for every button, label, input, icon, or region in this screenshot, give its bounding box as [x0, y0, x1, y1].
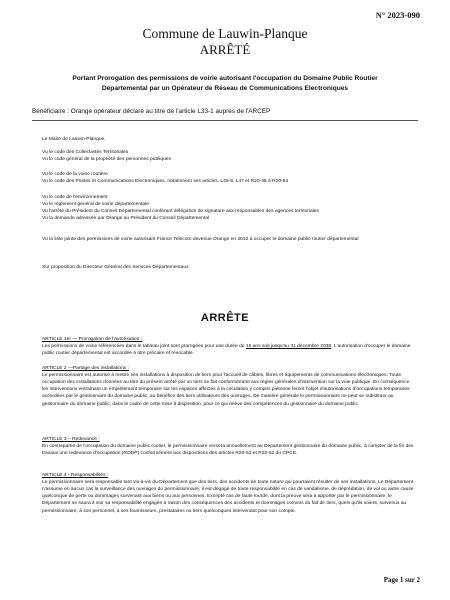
article-text: En contrepartie de l'occupation du domaine public routier, le permissionnaire versera annuellement au Département gestionnaire du domaine public, à compter de la fin des travaux une redevance d'occupation (RODP) conformément aux dispositions des articles R20-51 et R20-52 du CPCE. [42, 444, 414, 457]
article-title: ARTICLE 1er — Prorogation de l'autorisation : [42, 337, 143, 342]
article-text-part: . L'autorisation d'occuper le domaine public routier départemental est accordée à titre précaire et révocable. [42, 344, 411, 357]
page-number: Page 1 sur 2 [383, 576, 420, 584]
subject-heading [40, 74, 410, 94]
article-title: ARTICLE 2 —Partage des installations : [42, 366, 129, 371]
article-text [42, 343, 414, 357]
article-text: Le permissionnaire est autorisé à mettre ses installations à disposition de tiers pour l'accueil de câbles, fibres et équipements de communications électroniques. Toute occupation des installations données au titre du présent arrêté par un tiers se fait conformément aux règles générales d'intervention sur la voie publique. En conséquence les interventions entraînant un empiètement temporaire sur les espaces affectés à la circulation y compris piétonne feront l'objet d'autorisations d'occupations temporaires accordées par le gestionnaire du domaine public, au bénéfice des tiers utilisateurs des ouvrages. De manière générale le permissionnaire ne peut se substituer au gestionnaire du domaine public, dans le cadre de cette mise à disposition, pour ce qui relève des compétences du gestionnaire du domaine public. [42, 373, 410, 407]
vu-line: Vu la demande adressée par Orange au Président du Conseil Départemental [42, 216, 210, 222]
arrete-heading: ARRÊTE [200, 312, 250, 324]
vu-group-1 [42, 149, 414, 163]
proposition [42, 264, 414, 271]
vu-group-2 [42, 171, 414, 185]
article-deadline: 15 ans soit jusqu'au 31 décembre 2038 [245, 344, 332, 350]
vu-line: Vu le code de l'environnement [42, 195, 108, 200]
article-text: Le permissionnaire sera responsable tant vis-à-vis du Département que des tiers, des accidents de toute nature qui pourraient résulter de ses installations. Le Département n'assume en aucun cas la surveillance des ouvrages du permissionnaire, il est dégagé de toute responsabilité en cas de vandalisme, de déprédation, de vol ou autre cause quelconque de perte ou dommages survenant aux biens ou aux personnes. Excepté cas de faute lourde, dont la preuve sera à apporter par le permissionnaire, le Département ne saura it voir sa responsabilité engagée à raison des conséquences des accidents et dommages commis du fait de tiers, quels qu'ils soient, survenus au permissionnaire, à son personnel, à ses fournisseurs, prestataires ou tiers quelconques intervenant pour son compte. [42, 480, 414, 514]
article-title: ARTICLE 4 - Responsabilités : [42, 473, 109, 478]
vu-liste [42, 236, 414, 243]
vu-line: Vu le code des Collectivités Territoriales [42, 150, 129, 155]
subject-line-2: Départemental par un Opérateur de Réseau de Communications Electroniques [101, 84, 349, 92]
vu-line: Vu le règlement général de voirie départementale [42, 202, 149, 208]
proposition-text: Sur proposition du Directeur Général des Services Départementaux [42, 265, 189, 270]
vu-line: Vu le code de la voirie routière [42, 172, 108, 177]
vu-line: Vu le code des Postes et Communications Electroniques, notamment ses articles, L45-9, L47 et R20-45 à R20-54 [42, 179, 289, 185]
beneficiary-line: Bénéficiaire : Orange opérateur déclaré au titre de l'article L33-1 auprès de l'ARCEP [32, 108, 271, 115]
document-type-title: ARRÊTÉ [199, 42, 251, 57]
article-1 [42, 336, 414, 357]
subject-line-1: Portant Prorogation des permissions de voirie autorisant l'occupation du Domaine Public Routier [72, 75, 378, 82]
commune-title: Commune de Lauwin-Planque [142, 26, 308, 41]
vu-line: Vu le code général de la propriété des personnes publiques [42, 157, 171, 163]
vu-line: Vu l'arrêté du Président du Conseil Départemental conférant délégation de signature aux responsables des agences territoriales [42, 209, 319, 215]
vu-group-3 [42, 194, 414, 222]
vu-liste-text: Vu la liste jointe des permissions de voirie autorisant France Telecom devenue Orange en 2012 à occuper le domaine public routier départemental [42, 237, 359, 242]
separator-line [32, 120, 418, 121]
maire-line: Le Maire de Lauwin-Planque, [42, 137, 106, 142]
preamble-maire [42, 136, 414, 143]
reference-number: N° 2023-090 [375, 10, 420, 20]
article-title: ARTICLE 3 – Redevance : [42, 437, 100, 442]
article-3 [42, 436, 414, 457]
article-text-part: Les permissions de voirie référencées dans le tableau joint sont prorogées pour une durée de [42, 344, 246, 350]
article-2 [42, 365, 414, 408]
article-4 [42, 472, 414, 515]
